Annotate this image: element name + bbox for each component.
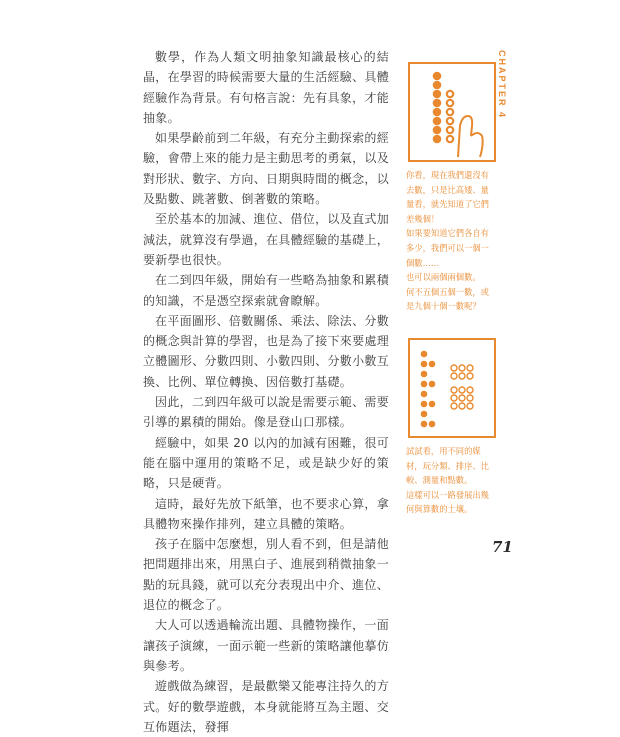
- sidebar-line: 差幾個！: [406, 213, 440, 224]
- illustration-box-2: [408, 338, 496, 438]
- sidebar-line: 個數……: [406, 257, 440, 268]
- sidebar-line: 較、測量和點數。: [406, 475, 473, 486]
- paragraph: 因此，二到四年級可以說是需要示範、需要引導的累積的開始。像是登山口那樣。: [143, 395, 389, 430]
- illustration-box-1: [408, 62, 496, 162]
- bead-columns-with-hand-icon: [410, 64, 494, 160]
- sidebar-line: 量看，就先知道了它們: [406, 199, 489, 210]
- paragraph: 遊戲做為練習，是最歡樂又能專注持久的方式。好的數學遊戲，本身就能將互為主題、交互佈題法，發揮: [143, 679, 390, 734]
- paragraph: 至於基本的加減、進位、借位，以及直式加減法，就算沒有學過，在具體經驗的基礎上，要新學也很快。: [143, 212, 390, 267]
- sidebar-line: 這樣可以一路發展出幾: [406, 489, 489, 500]
- paragraph: 如果學齡前到二年級，有充分主動探索的經驗，會帶上來的能力是主動思考的勇氣，以及對形狀、數字、方向、日期與時間的概念，以及點數、跳著數、倒著數的策略。: [143, 131, 390, 207]
- sidebar-line: 也可以兩個兩個數。: [406, 272, 481, 283]
- sidebar-note-2: [406, 444, 492, 517]
- main-text-column: [143, 47, 389, 737]
- sidebar-line: 何不五個五個一數，或: [406, 286, 489, 297]
- paragraph: 在平面圖形、倍數關係、乘法、除法、分數的概念與計算的學習，也是為了接下來要處理立體圖形、分數四則、小數四則、分數小數互換、比例、單位轉換、因倍數打基礎。: [143, 313, 390, 389]
- sidebar-line: 何與算數的土壤。: [406, 504, 473, 515]
- paragraph: 孩子在腦中怎麼想，別人看不到，但是請他把問題排出來，用黑白子、進展到稍微抽象一點的玩具錢，就可以充分表現出中介、進位、退位的概念了。: [143, 537, 390, 613]
- sidebar-line: 如果要知道它們各自有: [406, 228, 489, 239]
- page-number: 71: [492, 538, 513, 556]
- dots-pattern-groups-icon: [410, 340, 494, 436]
- paragraph: 這時，最好先放下紙筆，也不要求心算，拿具體物來操作排列，建立具體的策略。: [143, 496, 389, 531]
- paragraph: 經驗中，如果 20 以內的加減有困難，很可能在腦中運用的策略不足，或是缺少好的策略，只是硬背。: [143, 435, 389, 491]
- paragraph: 大人可以透過輪流出題、具體物操作，一面讓孩子演練，一面示範一些新的策略讓他摹仿與參考。: [143, 618, 390, 673]
- sidebar-line: 多少，我們可以一個一: [406, 242, 489, 253]
- sidebar-note-1: [406, 168, 492, 314]
- paragraph: 數學，作為人類文明抽象知識最核心的結晶，在學習的時候需要大量的生活經驗、具體經驗作為背景。有句格言說：先有具象，才能抽象。: [143, 50, 390, 125]
- sidebar-line: 試試看，用不同的媒: [406, 446, 481, 456]
- chapter-label: CHAPTER 4: [497, 50, 507, 120]
- sidebar-line: 你看，現在我們還沒有: [406, 170, 489, 180]
- sidebar-line: 去數，只是比高矮、量: [406, 184, 489, 195]
- paragraph: 在二到四年級，開始有一些略為抽象和累積的知識，不是憑空探索就會瞭解。: [143, 273, 389, 308]
- sidebar-line: 是九個十個一數呢？: [406, 301, 481, 312]
- sidebar-line: 材，玩分類、排序、比: [406, 460, 489, 471]
